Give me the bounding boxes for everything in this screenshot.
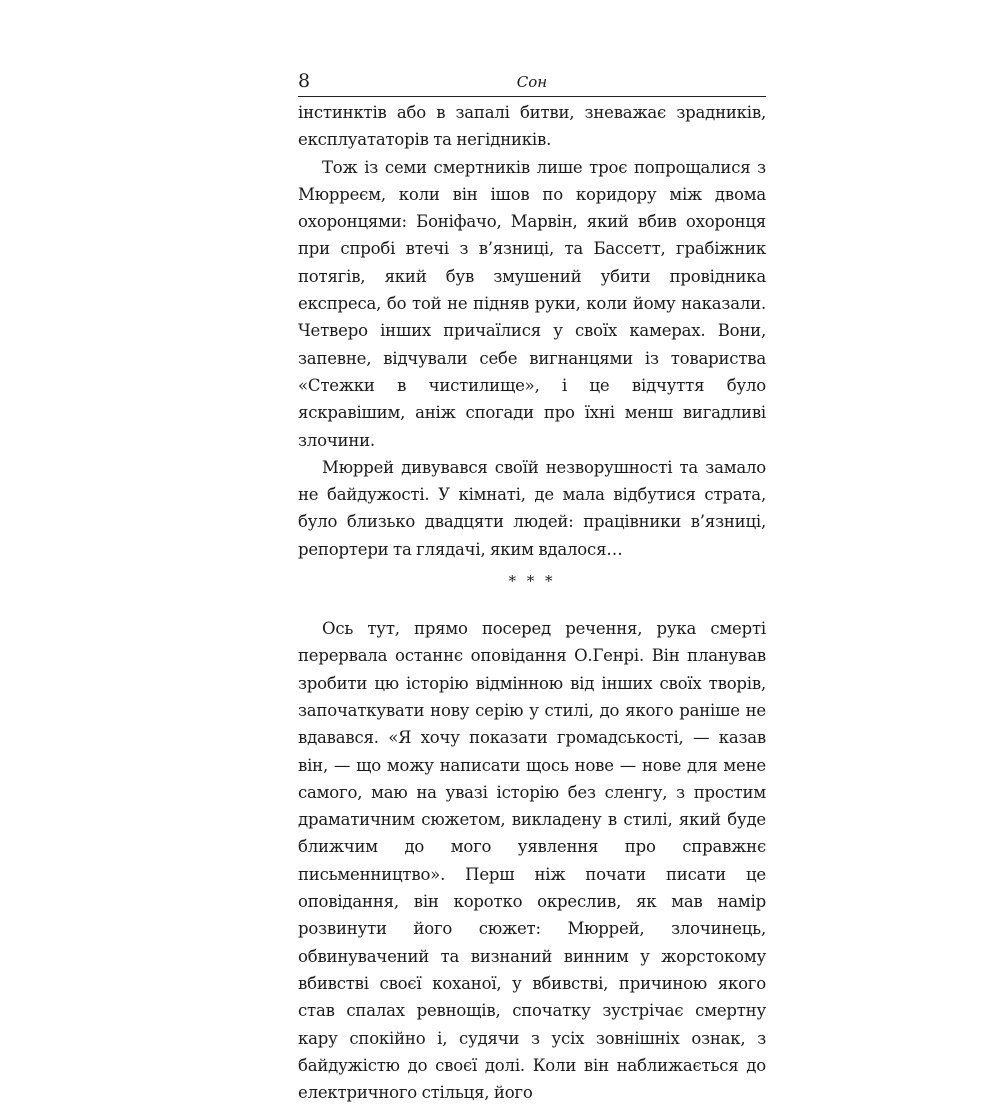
running-head [298,68,766,97]
page-number: 8 [298,70,311,92]
paragraph-1: інстинктів або в запалі битви, зневажає зрадників, експлуататорів та негідників. [298,103,766,150]
paragraph-2: Тож із семи смертників лише троє попрощалися з Мюрреєм, коли він ішов по коридору між двома охоронцями: Боніфачо, Марвін, який вбив охоронця при спробі втечі з в’язниці, та Бассетт, грабіжник потягів, який був змушений убити провідника експреса, бо той не підняв руки, коли йому наказали. Четверо інших причаїлися у своїх камерах. Вони, запевне, відчували себе вигнанцями із товариства «Стежки в чистилище», і це відчуття було яскравішим, аніж спогади про їхні менш вигадливі злочини. [298,157,766,450]
section-separator: * * * [508,572,556,591]
book-page [298,68,766,1106]
page-text [298,99,766,1106]
paragraph-4: Ось тут, прямо посеред речення, рука смерті перервала останнє оповідання О.Генрі. Він планував зробити цю історію відмінною від інших своїх творів, започаткувати нову серію у стилі, до якого раніше не вдавався. «Я хочу показати громадськості, — казав він, — що можу написати щось нове — нове для мене самого, маю на увазі історію без сленгу, з простим драматичним сюжетом, викладену в стилі, який буде ближчим до мого уявлення про справжнє письменництво». Перш ніж почати писати це оповідання, він коротко окреслив, як мав намір розвинути його сюжет: Мюррей, злочинець, обвинувачений та визнаний винним у жорстокому вбивстві своєї коханої, у вбивстві, причиною якого став спалах ревнощів, спочатку зустрічає смертну кару спокійно і, судячи з усіх зовнішніх ознак, з байдужістю до своєї долі. Коли він наближається до електричного стільця, його [298,619,766,1103]
running-title: Сон [516,73,548,91]
paragraph-3: Мюррей дивувався своїй незворушності та замало не байдужості. У кімнаті, де мала відбутися страта, було близько двадцяти людей: працівники в’язниці, репортери та глядачі, яким вдалося… [298,457,766,559]
